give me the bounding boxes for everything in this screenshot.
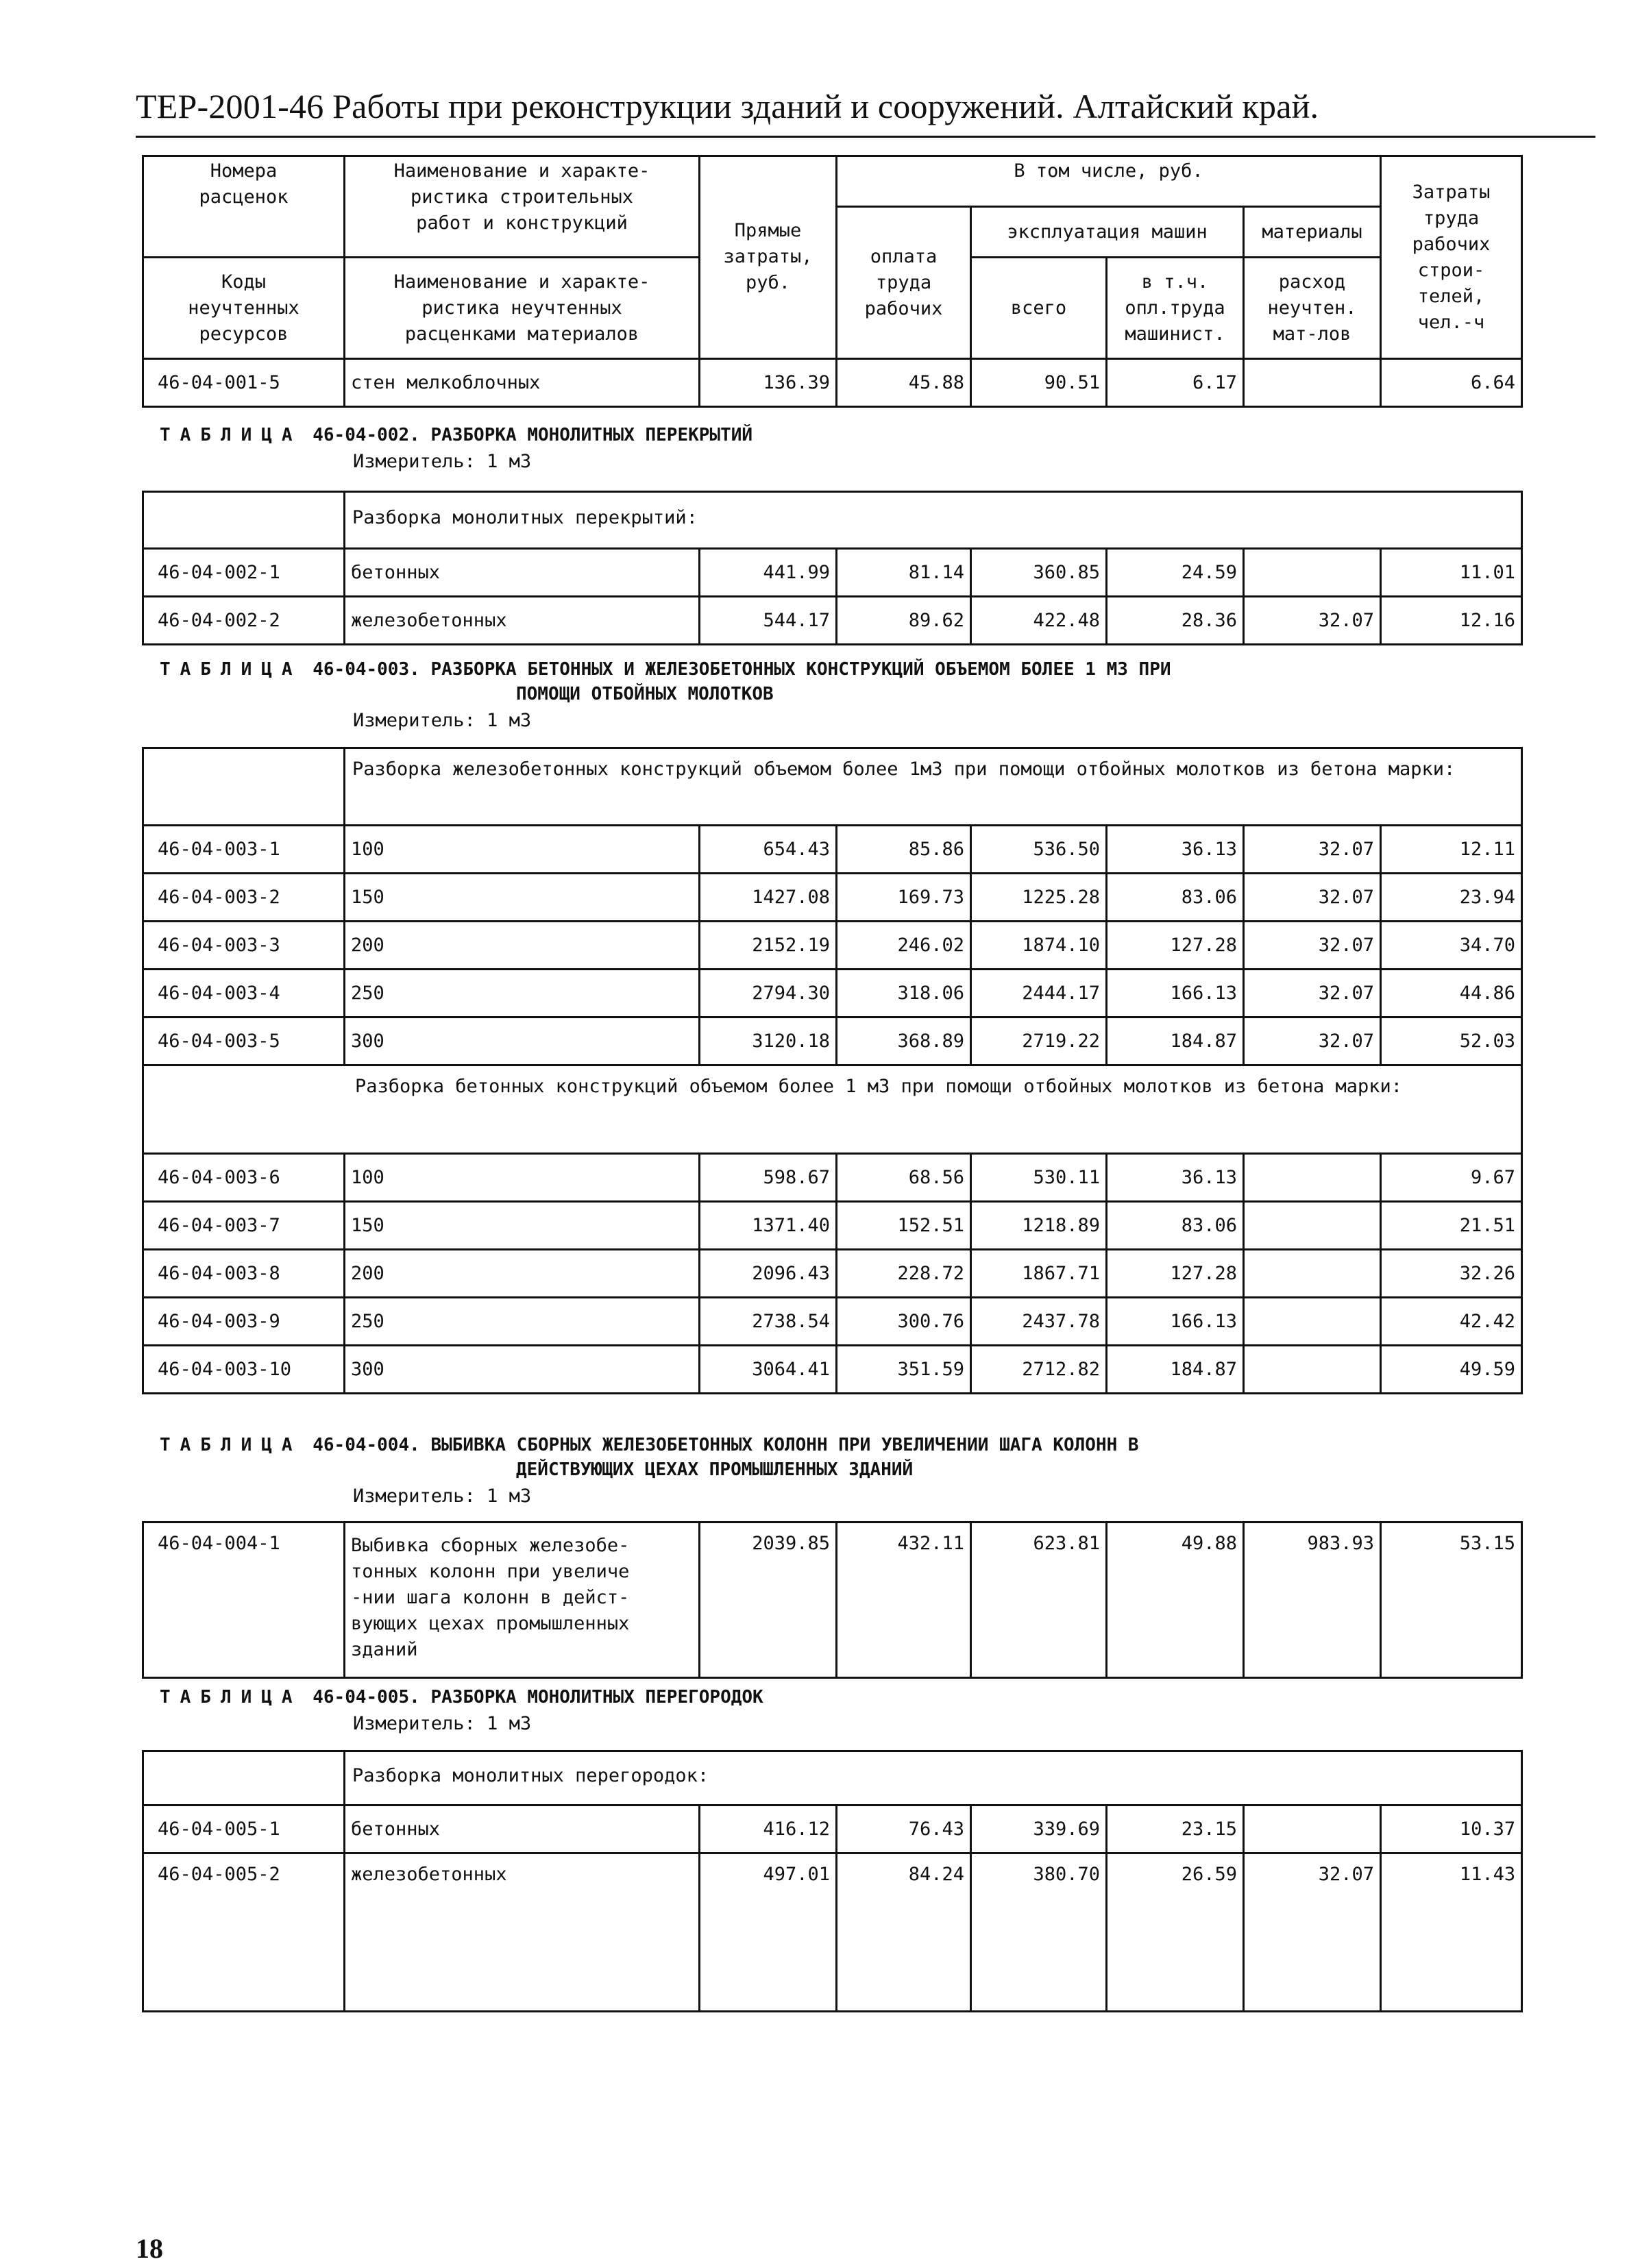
table-row: 46-04-003-4 250 2794.30 318.06 2444.17 166.13 32.07 44.86 — [143, 970, 1522, 1018]
table-row: 46-04-001-5 стен мелкоблочных 136.39 45.88 90.51 6.17 6.64 — [143, 359, 1522, 407]
header-rate-number: Номера расценок — [143, 156, 345, 258]
table-measure: Измеритель: 1 м3 — [353, 1486, 532, 1507]
table-row: 46-04-003-10 300 3064.41 351.59 2712.82 184.87 49.59 — [143, 1346, 1522, 1394]
header-materials: материалы — [1244, 207, 1381, 258]
table-caption-continued: ДЕЙСТВУЮЩИХ ЦЕХАХ ПРОМЫШЛЕННЫХ ЗДАНИЙ — [516, 1459, 914, 1480]
header-labor-hours: Затраты труда рабочих строи- телей, чел.-ч — [1381, 156, 1522, 359]
table-46-04-005 — [142, 1750, 1523, 2012]
table-46-04-002 — [142, 491, 1523, 645]
table-row: 46-04-005-1 бетонных 416.12 76.43 339.69 23.15 10.37 — [143, 1805, 1522, 1853]
subsection-heading: Разборка железобетонных конструкций объемом более 1м3 при помощи отбойных молотков из бетона марки: — [345, 748, 1522, 826]
title-divider — [136, 136, 1595, 138]
table-row: 46-04-005-2 железобетонных 497.01 84.24 380.70 26.59 32.07 11.43 — [143, 1853, 1522, 2012]
header-direct-costs: Прямые затраты, руб. — [700, 156, 837, 359]
header-resource-codes: Коды неучтенных ресурсов — [143, 258, 345, 359]
table-row: 46-04-003-9 250 2738.54 300.76 2437.78 166.13 42.42 — [143, 1298, 1522, 1346]
table-caption: ТАБЛИЦА 46-04-004. ВЫБИВКА СБОРНЫХ ЖЕЛЕЗОБЕТОННЫХ КОЛОНН ПРИ УВЕЛИЧЕНИИ ШАГА КОЛОНН В — [160, 1435, 1139, 1455]
header-machines-total: всего — [971, 258, 1107, 359]
table-row: 46-04-003-7 150 1371.40 152.51 1218.89 83.06 21.51 — [143, 1202, 1522, 1250]
table-row: 46-04-002-2 железобетонных 544.17 89.62 422.48 28.36 32.07 12.16 — [143, 597, 1522, 645]
header-table — [142, 155, 1523, 408]
header-machine-operation: эксплуатация машин — [971, 207, 1244, 258]
table-caption: ТАБЛИЦА 46-04-005. РАЗБОРКА МОНОЛИТНЫХ ПЕРЕГОРОДОК — [160, 1687, 763, 1708]
table-46-04-004 — [142, 1521, 1523, 1679]
subsection-heading: Разборка бетонных конструкций объемом более 1 м3 при помощи отбойных молотков из бетона марки: — [143, 1065, 1522, 1154]
table-row: 46-04-003-2 150 1427.08 169.73 1225.28 83.06 32.07 23.94 — [143, 874, 1522, 922]
table-46-04-003 — [142, 747, 1523, 1394]
table-row: 46-04-002-1 бетонных 441.99 81.14 360.85 24.59 11.01 — [143, 549, 1522, 597]
table-caption-continued: ПОМОЩИ ОТБОЙНЫХ МОЛОТКОВ — [516, 684, 774, 704]
table-measure: Измеритель: 1 м3 — [353, 1713, 532, 1734]
table-caption: ТАБЛИЦА 46-04-003. РАЗБОРКА БЕТОННЫХ И ЖЕЛЕЗОБЕТОННЫХ КОНСТРУКЦИЙ ОБЪЕМОМ БОЛЕЕ 1 М3 ПРИ — [160, 659, 1171, 680]
table-row: 46-04-003-5 300 3120.18 368.89 2719.22 184.87 32.07 52.03 — [143, 1018, 1522, 1065]
table-row: 46-04-004-1 Выбивка сборных железобе- тонных колонн при увеличе -нии шага колонн в дейст- вующих цехах промышленных зданий 2039.85 432.11 623.81 49.88 983.93 53.15 — [143, 1523, 1522, 1678]
table-row: 46-04-003-1 100 654.43 85.86 536.50 36.13 32.07 12.11 — [143, 826, 1522, 874]
header-work-name: Наименование и характе- ристика строительных работ и конструкций — [345, 156, 700, 258]
subsection-heading: Разборка монолитных перегородок: — [345, 1751, 1522, 1805]
table-row: 46-04-003-8 200 2096.43 228.72 1867.71 127.28 32.26 — [143, 1250, 1522, 1298]
header-worker-wages: оплата труда рабочих — [837, 207, 971, 359]
table-row: 46-04-003-6 100 598.67 68.56 530.11 36.13 9.67 — [143, 1154, 1522, 1202]
table-measure: Измеритель: 1 м3 — [353, 451, 532, 472]
page-title: ТЕР-2001-46 Работы при реконструкции зданий и сооружений. Алтайский край. — [136, 87, 1319, 125]
header-including: В том числе, руб. — [837, 156, 1381, 207]
header-material-name: Наименование и характе- ристика неучтенных расценками материалов — [345, 258, 700, 359]
table-row: 46-04-003-3 200 2152.19 246.02 1874.10 127.28 32.07 34.70 — [143, 922, 1522, 970]
header-machinist-wages: в т.ч. опл.труда машинист. — [1107, 258, 1244, 359]
header-material-consumption: расход неучтен. мат-лов — [1244, 258, 1381, 359]
table-caption: ТАБЛИЦА 46-04-002. РАЗБОРКА МОНОЛИТНЫХ ПЕРЕКРЫТИЙ — [160, 425, 753, 445]
subsection-heading: Разборка монолитных перекрытий: — [345, 492, 1522, 549]
table-measure: Измеритель: 1 м3 — [353, 710, 532, 731]
page-number: 18 — [136, 2233, 163, 2264]
